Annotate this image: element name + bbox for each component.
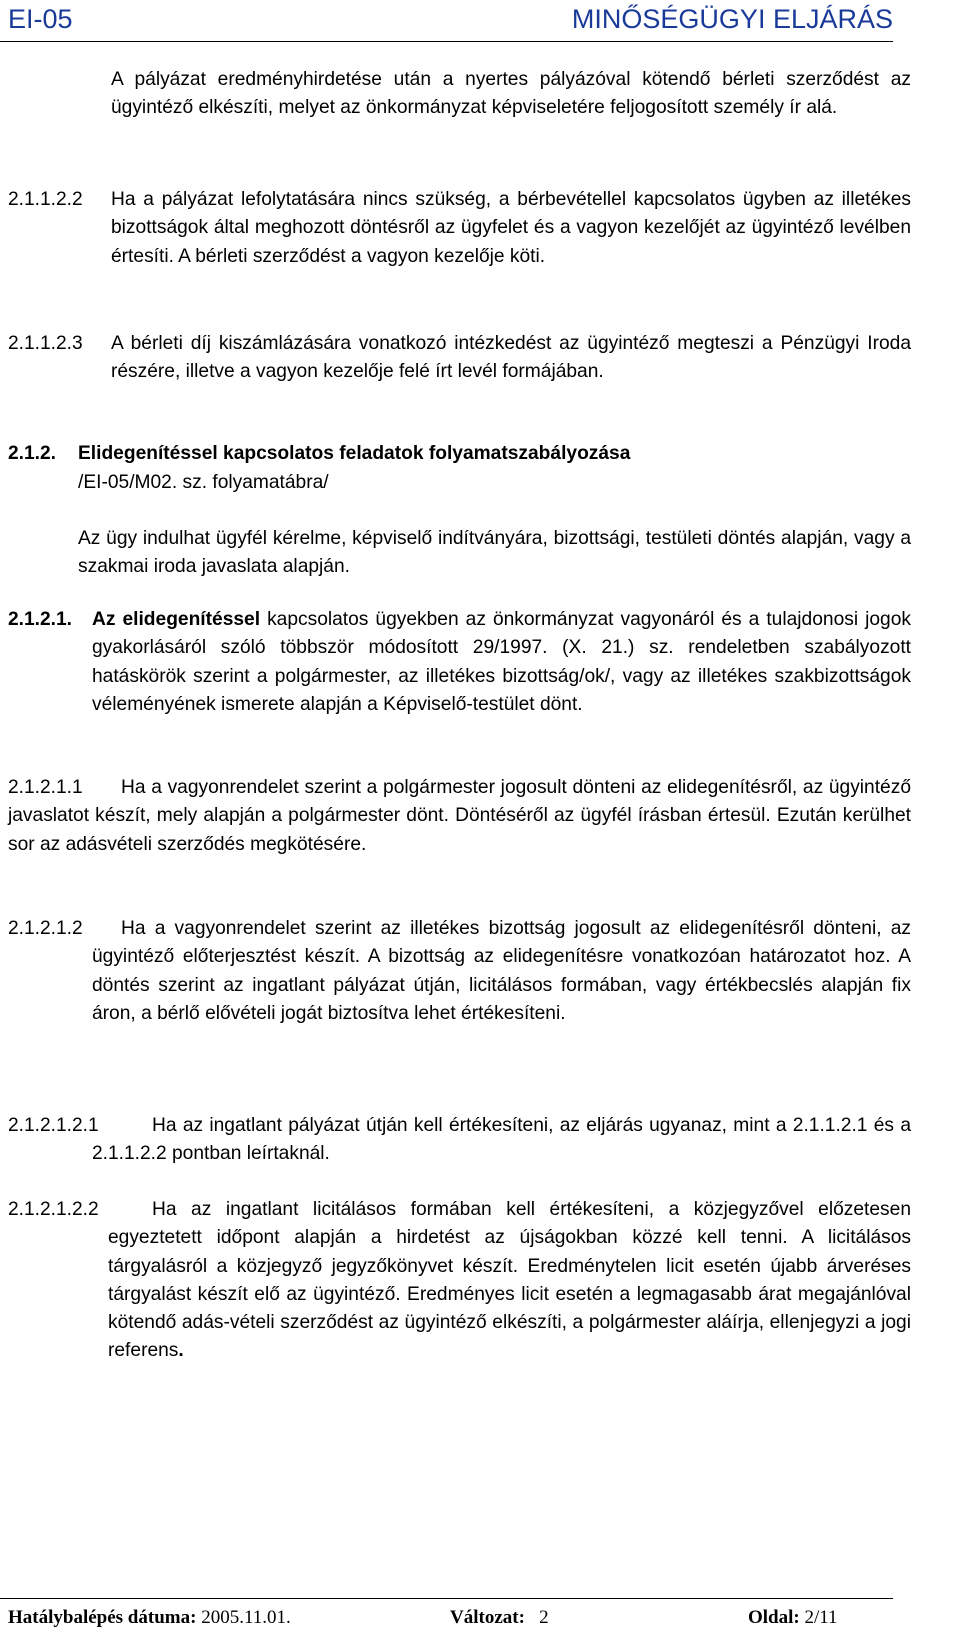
section-2-1-2-1-2 xyxy=(8,915,911,1028)
page-number-value: 2/11 xyxy=(804,1607,838,1628)
section-2-1-1-2-2 xyxy=(8,186,911,271)
section-number: 2.1.2.1.2.1 xyxy=(8,1115,99,1136)
section-2-1-2-1-2-2 xyxy=(8,1196,911,1366)
section-number: 2.1.2. xyxy=(8,443,57,464)
effective-date xyxy=(8,1607,291,1629)
section-text: Ha a vagyonrendelet szerint a polgármester jogosult dönteni az elidegenítésről, az ügyintéző javaslatot készít, mely alapján a polgármester dönt. Döntéséről az ügyfél írásban értesül. Ezután kerülhet sor az adásvételi szerződés megkötésére. xyxy=(8,777,911,855)
section-text: Ha a vagyonrendelet szerint az illetékes bizottság jogosult az elidegenítésről dönteni, az ügyintéző előterjesztést készít. A bizottság az elidegenítésre vonatkozóan határozatot hoz. A döntés szerint az ingatlant pályázat útján, licitálásos formában, vagy értékbecslés alapján fix áron, a bérlő elővételi jogát biztosítva lehet értékesíteni. xyxy=(92,918,911,1024)
section-2-1-2-1-2-1 xyxy=(8,1112,911,1169)
effective-date-value: 2005.11.01. xyxy=(201,1607,291,1628)
page-footer xyxy=(0,1598,960,1642)
footer-rule xyxy=(0,1598,893,1599)
version-label: Változat: xyxy=(450,1607,525,1628)
section-title: Elidegenítéssel kapcsolatos feladatok folyamatszabályozása xyxy=(78,443,631,464)
page-header xyxy=(0,0,960,42)
effective-date-label: Hatálybalépés dátuma: xyxy=(8,1607,197,1628)
section-number: 2.1.2.1.2 xyxy=(8,918,83,939)
section-text: Az elidegenítéssel kapcsolatos ügyekben az önkormányzat vagyonáról és a tulajdonosi jogok gyakorlásáról szóló többször módosított 29/1997. (X. 21.) sz. rendeletben szabályozott hatáskörök szerint a polgármester, az illetékes bizottság/ok/, vagy az illetékes szakbizottságok véleményének ismerete alapján a Képviselő-testület dönt. xyxy=(92,609,911,715)
page-number-label: Oldal: xyxy=(748,1607,800,1628)
section-number: 2.1.2.1.2.2 xyxy=(8,1199,99,1220)
header-rule xyxy=(0,41,893,42)
section-text: Ha az ingatlant pályázat útján kell értékesíteni, az eljárás ugyanaz, mint a 2.1.1.2.1 és a 2.1.1.2.2 pontban leírtaknál. xyxy=(92,1115,911,1165)
section-number: 2.1.1.2.3 xyxy=(8,333,83,354)
section-reference: /EI-05/M02. sz. folyamatábra/ xyxy=(78,472,329,493)
section-2-1-2-1-1 xyxy=(8,774,911,859)
section-lead: Az elidegenítéssel xyxy=(92,609,261,630)
section-text: Ha a pályázat lefolytatására nincs szükség, a bérbevétellel kapcsolatos ügyben az illetékes bizottságok által meghozott döntésről az ügyfelet és a vagyon kezelőjét az ügyintéző levélben értesíti. A bérleti szerződést a vagyon kezelője köti. xyxy=(111,189,911,267)
version-value: 2 xyxy=(539,1607,549,1628)
section-number: 2.1.1.2.2 xyxy=(8,189,83,210)
section-2-1-2-heading xyxy=(8,440,911,468)
section-text: Ha az ingatlant licitálásos formában kell értékesíteni, a közjegyzővel előzetesen egyeztetett időpont alapján a hirdetést az újságokban közzé kell tenni. A licitálásos tárgyalásról a közjegyző jegyzőkönyvet készít. Eredménytelen licit esetén újabb árveréses tárgyalást készít elő az ügyintéző. Eredményes licit esetén a legmagasabb árat megajánlóval kötendő adás-vételi szerződést az ügyintéző elkészíti, a polgármester aláírja, ellenjegyzi a jogi referens. xyxy=(108,1199,911,1362)
intro-paragraph: A pályázat eredményhirdetése után a nyertes pályázóval kötendő bérleti szerződést az ügyintéző elkészíti, melyet az önkormányzat képviseletére feljogosított személy ír alá. xyxy=(111,69,911,119)
section-2-1-2-intro: Az ügy indulhat ügyfél kérelme, képviselő indítványára, bizottsági, testületi döntés alapján, vagy a szakmai iroda javaslata alapján. xyxy=(78,528,911,578)
section-text: A bérleti díj kiszámlázására vonatkozó intézkedést az ügyintéző megteszi a Pénzügyi Iroda részére, illetve a vagyon kezelője felé írt levél formájában. xyxy=(111,333,911,383)
section-number: 2.1.2.1.1 xyxy=(8,777,83,798)
document-code: EI-05 xyxy=(8,4,73,34)
page-number xyxy=(748,1607,838,1629)
document-title: MINŐSÉGÜGYI ELJÁRÁS xyxy=(571,4,893,34)
version xyxy=(450,1607,549,1629)
section-2-1-2-1 xyxy=(8,606,911,719)
section-2-1-1-2-3 xyxy=(8,330,911,387)
section-number: 2.1.2.1. xyxy=(8,609,73,630)
